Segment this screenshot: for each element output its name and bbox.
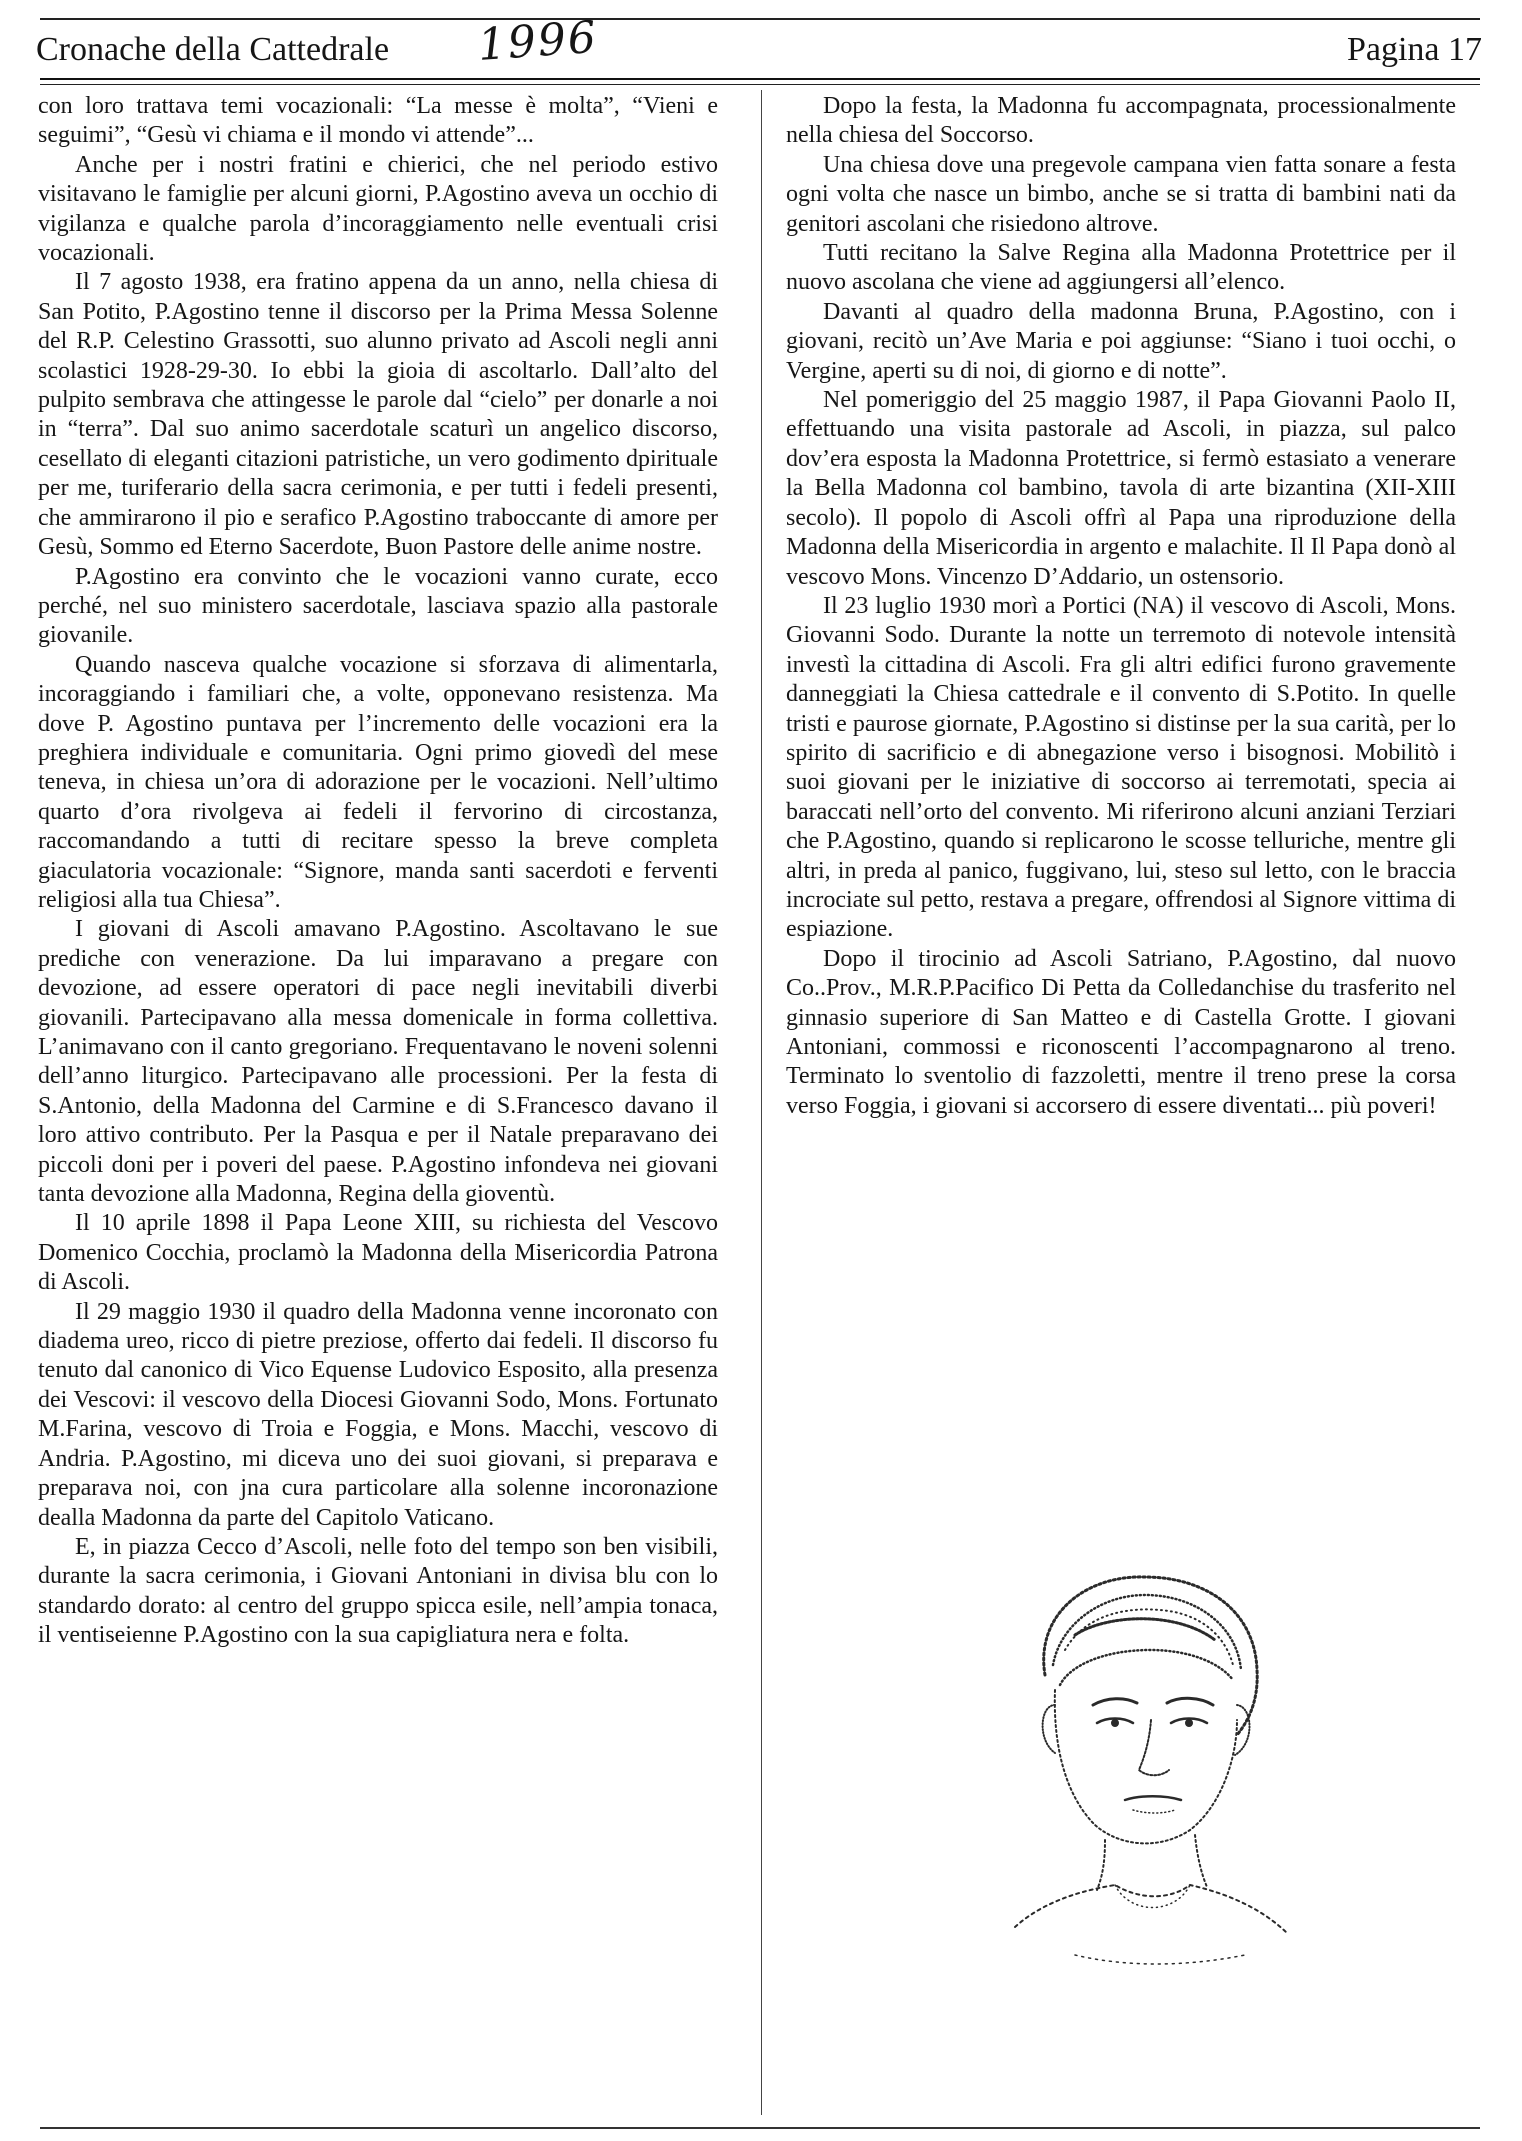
paragraph: Dopo la festa, la Madonna fu accompagnata, processionalmente nella chiesa del Soccorso.: [786, 93, 1456, 149]
paragraph: Quando nasceva qualche vocazione si sforzava di alimentarla, incoraggiando i familiari che, a volte, opponevano resistenza. Ma dove P. Agostino puntava per l’incremento delle vocazioni era la preghiera individuale e comunitaria. Ogni primo giovedì del mese teneva, in chiesa un’ora di adorazione per le vocazioni. Nell’ultimo quarto d’ora rivolgeva ai fedeli il fervorino di circostanza, raccomandando a tutti di recitare spesso la breve completa giaculatoria vocazionale: “Signore, manda santi sacerdoti e ferventi religiosi alla tua Chiesa”.: [38, 651, 718, 913]
paragraph: Tutti recitano la Salve Regina alla Madonna Protettrice per il nuovo ascolana che viene ad aggiungersi all’elenco.: [786, 240, 1456, 296]
paragraph: E, in piazza Cecco d’Ascoli, nelle foto del tempo son ben visibili, durante la sacra cerimonia, i Giovani Antoniani in divisa blu con lo standardo dorato: al centro del gruppo spicca esile, nell’ampia tonaca, il ventiseienne P.Agostino con la sua capigliatura nera e folta.: [38, 1533, 718, 1649]
paragraph: Il 10 aprile 1898 il Papa Leone XIII, su richiesta del Vescovo Domenico Cocchia, proclamò la Madonna della Misericordia Patrona di Ascoli.: [38, 1210, 718, 1296]
column-divider: [761, 90, 762, 2115]
article-column-left: [38, 92, 718, 1651]
paragraph: con loro trattava temi vocazionali: “La messe è molta”, “Vieni e seguimi”, “Gesù vi chiama e il mondo vi attende”...: [38, 93, 718, 149]
paragraph: Dopo il tirocinio ad Ascoli Satriano, P.Agostino, dal nuovo Co..Prov., M.R.P.Pacifico Di Petta da Colledanchise du trasferito nel ginnasio superiore di San Matteo e di Castella Grotte. I giovani Antoniani, commossi e riconoscenti l’accompagnarono al treno. Terminato lo sventolio di fazzoletti, mentre il treno prese la corsa verso Foggia, i giovani si accorsero di essere diventati... più poveri!: [786, 945, 1456, 1119]
portrait-sketch: [975, 1555, 1305, 1975]
paragraph: Davanti al quadro della madonna Bruna, P.Agostino, con i giovani, recitò un’Ave Maria e poi aggiunse: “Siano i tuoi occhi, o Vergine, aperti su di noi, di giorno e di notte”.: [786, 298, 1456, 384]
paragraph: Nel pomeriggio del 25 maggio 1987, il Papa Giovanni Paolo II, effettuando una visita pastorale ad Ascoli, in piazza, sul palco dov’era esposta la Madonna Protettrice, si fermò estasiato a venerare la Bella Madonna col bambino, tavola di arte bizantina (XII-XIII secolo). Il popolo di Ascoli offrì al Papa una riproduzione della Madonna della Misericordia in argento e malachite. Il Il Papa donò al vescovo Mons. Vincenzo D’Addario, un ostensorio.: [786, 387, 1456, 590]
header-rule-thin: [40, 84, 1480, 85]
paragraph: Il 7 agosto 1938, era fratino appena da un anno, nella chiesa di San Potito, P.Agostino tenne il discorso per la Prima Messa Solenne del R.P. Celestino Grassotti, suo alunno privato ad Ascoli negli anni scolastici 1928-29-30. Io ebbi la gioia di ascoltarlo. Dall’alto del pulpito sembrava che attingesse le parole dal “cielo” per donarle a noi in “terra”. Dal suo animo sacerdotale scaturì un angelico discorso, cesellato di eleganti citazioni patristiche, un vero godimento dpirituale per me, turiferario della sacra cerimonia, e per tutti i fedeli presenti, che ammirarono il pio e serafico P.Agostino traboccante di amore per Gesù, Sommo ed Eterno Sacerdote, Buon Pastore delle anime nostre.: [38, 269, 718, 561]
paragraph: Il 23 luglio 1930 morì a Portici (NA) il vescovo di Ascoli, Mons. Giovanni Sodo. Durante la notte un terremoto di notevole intensità investì la cittadina di Ascoli. Fra gli altri edifici furono gravemente danneggiati la Chiesa cattedrale e il convento di S.Potito. In quelle tristi e paurose giornate, P.Agostino si distinse per la sua carità, per lo spirito di sacrificio e di abnegazione verso i bisognosi. Mobilitò i suoi giovani per le iniziative di soccorso ai terremotati, specia ai baraccati nell’orto del convento. Mi riferirono alcuni anziani Terziari che P.Agostino, quando si replicarono le scosse telluriche, mentre gli altri, in preda al panico, fuggivano, lui, steso sul letto, con le braccia incrociate sul petto, restava a pregare, offrendosi al Signore vittima di espiazione.: [786, 592, 1456, 943]
top-rule: [40, 18, 1480, 20]
paragraph: I giovani di Ascoli amavano P.Agostino. Ascoltavano le sue prediche con venerazione. Da lui imparavano a pregare con devozione, ad essere operatori di pace negli inevitabili diverbi giovanili. Partecipavano alla messa domenicale in forma collettiva. L’animavano con il canto gregoriano. Frequentavano le noveni solenni dell’anno liturgico. Partecipavano alle processioni. Per la festa di S.Antonio, della Madonna del Carmine e di S.Francesco davano il loro attivo contributo. Per la Pasqua e per il Natale preparavano dei piccoli doni per i poveri del paese. P.Agostino infondeva nei giovani tanta devozione alla Madonna, Regina della gioventù.: [38, 916, 718, 1208]
masthead-title: Cronache della Cattedrale: [36, 31, 390, 68]
paragraph: P.Agostino era convinto che le vocazioni vanno curate, ecco perché, nel suo ministero sacerdotale, lasciava spazio alla pastorale giovanile.: [38, 563, 718, 649]
bottom-rule: [40, 2127, 1480, 2129]
handwritten-year: 1996: [476, 11, 600, 71]
page-number: Pagina 17: [1346, 31, 1482, 68]
paragraph: Il 29 maggio 1930 il quadro della Madonna venne incoronato con diadema ureo, ricco di pietre preziose, offerto dai fedeli. Il discorso fu tenuto dal canonico di Vico Equense Ludovico Esposito, alla presenza dei Vescovi: il vescovo della Diocesi Giovanni Sodo, Mons. Fortunato M.Farina, vescovo di Troia e Foggia, e Mons. Macchi, vescovo di Andria. P.Agostino, mi diceva uno dei suoi giovani, si preparava e preparava noi, con jna cura particolare alla solenne incoronazione dealla Madonna da parte del Capitolo Vaticano.: [38, 1298, 718, 1531]
header-rule-thick: [40, 78, 1480, 80]
paragraph: Anche per i nostri fratini e chierici, che nel periodo estivo visitavano le famiglie per alcuni giorni, P.Agostino aveva un occhio di vigilanza e qualche parola d’incoraggiamento nelle eventuali crisi vocazionali.: [38, 151, 718, 267]
paragraph: Una chiesa dove una pregevole campana vien fatta sonare a festa ogni volta che nasce un bimbo, anche se si tratta di bambini nati da genitori ascolani che risiedono altrove.: [786, 151, 1456, 237]
article-column-right: [786, 92, 1456, 1121]
